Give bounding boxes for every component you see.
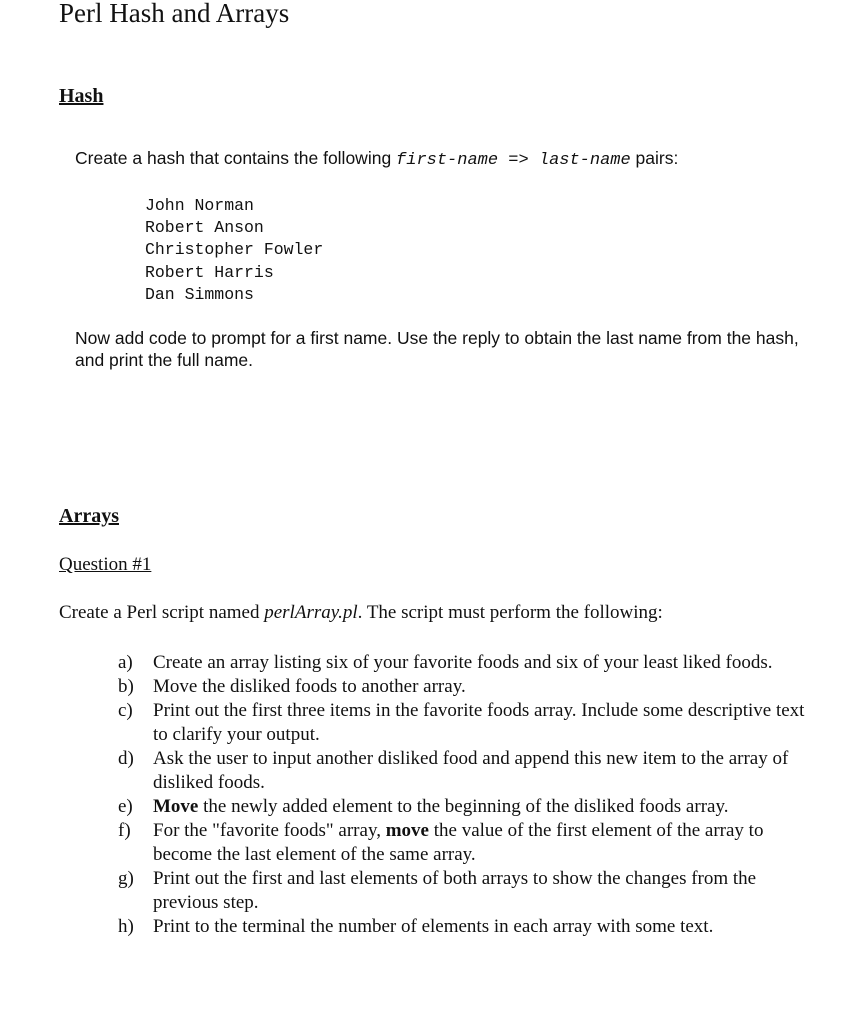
list-item: Christopher Fowler <box>145 240 324 260</box>
step-marker: c) <box>118 700 133 721</box>
list-item <box>118 819 818 867</box>
arrays-heading: Arrays <box>59 505 119 527</box>
list-item: Robert Anson <box>145 218 264 238</box>
list-item <box>118 867 818 915</box>
hash-prompt <box>75 148 678 170</box>
hash-prompt-suffix: pairs: <box>630 148 679 168</box>
step-marker: d) <box>118 748 134 769</box>
list-item: Dan Simmons <box>145 284 254 304</box>
arrays-intro <box>59 602 663 624</box>
question-label: Question #1 <box>59 554 152 575</box>
hash-prompt-code: first-name => last-name <box>396 151 631 170</box>
step-marker: e) <box>118 796 133 817</box>
script-name: perlArray.pl <box>264 602 358 623</box>
step-marker: a) <box>118 652 133 673</box>
name-list <box>145 195 323 306</box>
step-text: Ask the user to input another disliked food and append this new item to the array of disliked foods. <box>153 748 789 793</box>
step-bold: Move <box>153 796 199 817</box>
task-steps <box>118 651 818 939</box>
list-item <box>118 675 818 699</box>
step-text: For the "favorite foods" array, move the value of the first element of the array to become the last element of the same array. <box>153 820 764 865</box>
step-bold: move <box>385 820 429 841</box>
step-marker: g) <box>118 868 134 889</box>
step-text: Print to the terminal the number of elements in each array with some text. <box>153 916 714 937</box>
list-item <box>118 915 818 939</box>
step-text: Move the disliked foods to another array. <box>153 676 466 697</box>
list-item <box>118 795 818 819</box>
intro-suffix: . The script must perform the following: <box>357 602 663 623</box>
list-item <box>118 699 818 747</box>
step-marker: f) <box>118 820 131 841</box>
list-item <box>118 651 818 675</box>
list-item: Robert Harris <box>145 262 274 282</box>
list-item <box>118 747 818 795</box>
hash-prompt-prefix: Create a hash that contains the following <box>75 148 397 168</box>
step-text: Print out the first and last elements of both arrays to show the changes from the previous step. <box>153 868 757 913</box>
step-text: Create an array listing six of your favorite foods and six of your least liked foods. <box>153 652 773 673</box>
page-title: Perl Hash and Arrays <box>59 0 290 28</box>
list-item: John Norman <box>145 196 254 215</box>
hash-heading: Hash <box>59 85 104 107</box>
intro-prefix: Create a Perl script named <box>59 602 265 623</box>
hash-task: Now add code to prompt for a first name. Use the reply to obtain the last name from the hash, and print the full name. <box>75 328 799 370</box>
step-text: Print out the first three items in the favorite foods array. Include some descriptive text to clarify your output. <box>153 700 805 745</box>
step-text: Move the newly added element to the beginning of the disliked foods array. <box>153 796 729 817</box>
step-marker: b) <box>118 676 134 697</box>
step-marker: h) <box>118 916 134 937</box>
